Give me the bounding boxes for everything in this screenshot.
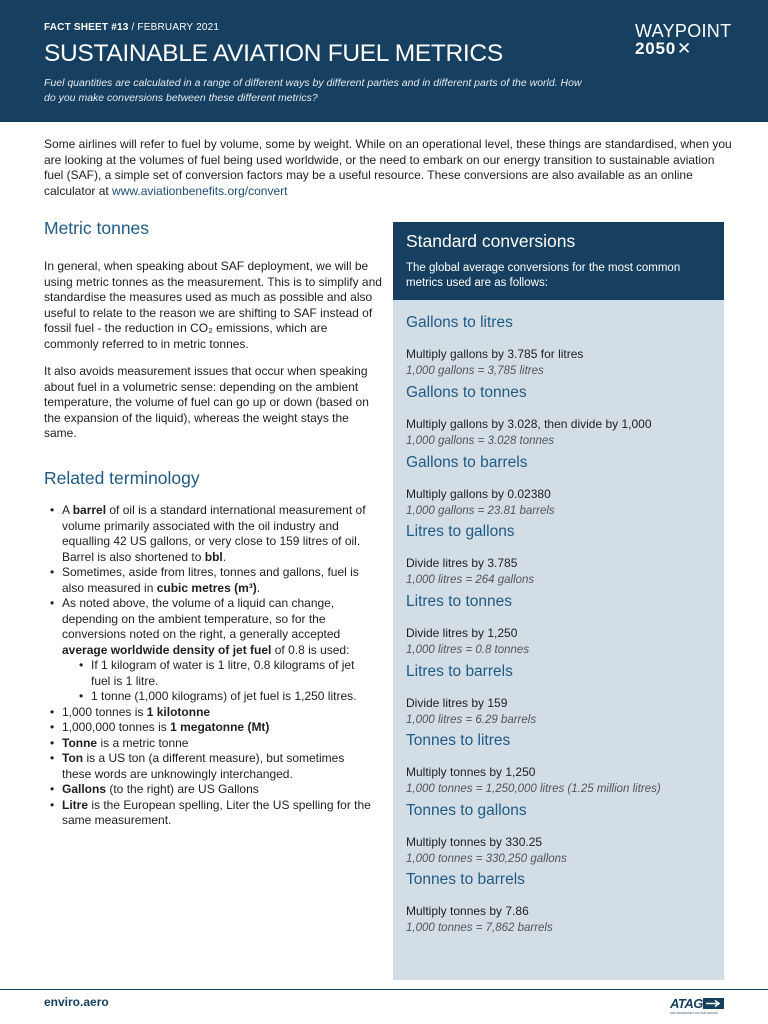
bullet-icon: • — [79, 689, 84, 703]
logo-x-icon: ✕ — [677, 39, 693, 58]
conversion-gallons-tonnes — [406, 384, 716, 449]
logo-year: 2050 — [635, 39, 677, 58]
bullet-icon: • — [50, 797, 55, 812]
conversion-title: Gallons to tonnes — [406, 384, 527, 401]
conversion-formula: Multiply gallons by 0.02380 — [406, 487, 551, 501]
plane-arrow-icon — [703, 998, 724, 1009]
conversion-example: 1,000 litres = 264 gallons — [406, 574, 535, 586]
conversion-example: 1,000 litres = 6.29 barrels — [406, 714, 537, 726]
conversion-title: Tonnes to litres — [406, 732, 511, 749]
terminology-list — [44, 503, 374, 829]
list-item: • 1,000 tonnes is 1 kilotonne — [50, 704, 211, 719]
convert-link[interactable]: www.aviationbenefits.org/convert — [112, 183, 288, 198]
conversion-gallons-litres — [406, 314, 716, 379]
conversion-title: Tonnes to gallons — [406, 802, 527, 819]
conversion-litres-gallons — [406, 523, 716, 588]
conversion-title: Gallons to litres — [406, 314, 513, 331]
related-terminology-heading: Related terminology — [44, 468, 200, 488]
bullet-icon: • — [50, 596, 55, 610]
conversion-example: 1,000 gallons = 3.028 tonnes — [406, 435, 555, 447]
footer-divider — [0, 989, 768, 990]
conversion-title: Litres to tonnes — [406, 593, 512, 610]
density-sublist — [62, 658, 374, 705]
logo-line2 — [635, 40, 731, 58]
waypoint-logo — [635, 22, 731, 58]
conversion-litres-barrels — [406, 663, 716, 728]
conversion-formula: Multiply tonnes by 330.25 — [406, 835, 543, 849]
page-header — [0, 0, 768, 122]
conversion-litres-tonnes — [406, 593, 716, 658]
list-item: • If 1 kilogram of water is 1 litre, 0.8 kilograms of jet fuel is 1 litre. — [79, 658, 355, 688]
bullet-icon: • — [50, 782, 55, 796]
conversion-tonnes-barrels — [406, 871, 716, 936]
conversion-example: 1,000 tonnes = 330,250 gallons — [406, 853, 567, 865]
conversion-example: 1,000 gallons = 23.81 barrels — [406, 505, 555, 517]
list-item: • Gallons (to the right) are US Gallons — [50, 782, 259, 796]
list-item: • Sometimes, aside from litres, tonnes and gallons, fuel is also measured in cubic metres (m³). — [50, 565, 359, 595]
list-item: • 1 tonne (1,000 kilograms) of jet fuel is 1,250 litres. — [79, 689, 357, 703]
conversion-title: Tonnes to barrels — [406, 871, 525, 888]
conversion-example: 1,000 litres = 0.8 tonnes — [406, 644, 530, 656]
page-subtitle: Fuel quantities are calculated in a range of different ways by different parties and in different parts of the world. How do you make conversions between these different metrics? — [44, 77, 582, 104]
conversion-gallons-barrels — [406, 454, 716, 519]
bullet-icon: • — [50, 751, 55, 765]
panel-title: Standard conversions — [406, 231, 576, 251]
conversion-title: Gallons to barrels — [406, 454, 528, 471]
conversion-formula: Multiply gallons by 3.785 for litres — [406, 347, 584, 361]
conversion-title: Litres to gallons — [406, 523, 515, 540]
conversion-example: 1,000 tonnes = 7,862 barrels — [406, 922, 553, 934]
atag-logo-text: ATAG — [670, 996, 703, 1011]
page-title: SUSTAINABLE AVIATION FUEL METRICS — [44, 40, 503, 67]
fact-sheet-date: / FEBRUARY 2021 — [128, 22, 220, 33]
list-item: • Ton is a US ton (a different measure), but sometimes these words are unknowingly interchanged. — [50, 751, 345, 781]
list-item: • A barrel of oil is a standard international measurement of volume primarily associated with the oil industry and equalling 42 US gallons, or very close to 159 litres of oil. Barrel is also shortened to bbl. — [50, 503, 366, 564]
fact-sheet-line — [44, 22, 219, 33]
fact-sheet-label: FACT SHEET #13 — [44, 22, 129, 33]
conversion-tonnes-gallons — [406, 802, 716, 867]
bullet-icon: • — [50, 503, 55, 517]
panel-header — [393, 222, 724, 300]
list-item: • Tonne is a metric tonne — [50, 735, 189, 750]
bullet-icon: • — [50, 735, 55, 750]
conversion-example: 1,000 gallons = 3,785 litres — [406, 365, 544, 377]
standard-conversions-panel — [393, 222, 724, 980]
list-item: • 1,000,000 tonnes is 1 megatonne (Mt) — [50, 720, 270, 734]
list-item: • Litre is the European spelling, Liter the US spelling for the same measurement. — [50, 797, 371, 827]
metric-tonnes-para2: It also avoids measurement issues that occur when speaking about fuel in a volumetric sense: depending on the ambient temperature, the volume of fuel can go up or down (based on the expansion of the liquid), whereas the weight stays the same. — [44, 364, 369, 440]
conversion-formula: Multiply tonnes by 1,250 — [406, 765, 536, 779]
panel-description: The global average conversions for the most common metrics used are as follows: — [406, 262, 681, 289]
footer-site-link[interactable]: enviro.aero — [44, 995, 109, 1009]
bullet-icon: • — [79, 658, 84, 672]
list-item: • As noted above, the volume of a liquid can change, depending on the ambient temperature, so for the conversions noted on the right, a generally accepted average worldwide density of jet fuel of 0.8 is used: • If 1 kilogram of water is 1 litre, 0.8 kilograms of jet fuel is 1 litre. • 1 tonne (1,000 kilograms) of jet fuel is 1,250 litres. — [44, 596, 374, 705]
conversion-title: Litres to barrels — [406, 663, 513, 680]
conversion-formula: Divide litres by 1,250 — [406, 626, 518, 640]
intro-text: Some airlines will refer to fuel by volume, some by weight. While on an operational level, these things are standardised, when you are looking at the volumes of fuel being used worldwide, or the need to embark on our energy transition to sustainable aviation fuel (SAF), a simple set of conversion factors may be a useful resource. These conversions are also available as an online calculator at — [44, 137, 732, 198]
conversion-formula: Multiply gallons by 3.028, then divide by 1,000 — [406, 417, 652, 431]
conversion-formula: Multiply tonnes by 7.86 — [406, 904, 529, 918]
conversion-formula: Divide litres by 159 — [406, 696, 508, 710]
intro-paragraph — [44, 137, 734, 199]
atag-tagline: AIR TRANSPORT ACTION GROUP — [670, 1011, 719, 1015]
bullet-icon: • — [50, 720, 55, 734]
atag-logo — [670, 996, 724, 1015]
logo-line1: WAYPOINT — [635, 21, 732, 41]
metric-tonnes-heading: Metric tonnes — [44, 218, 150, 238]
conversion-formula: Divide litres by 3.785 — [406, 556, 518, 570]
metric-tonnes-para1: In general, when speaking about SAF deployment, we will be using metric tonnes as the measurement. This is to simplify and standardise the measures used as much as possible and also useful to relate to the reason we are shifting to SAF instead of fossil fuel - the reduction in CO₂ emissions, which are commonly referred to in metric tonnes. — [44, 259, 382, 351]
conversion-example: 1,000 tonnes = 1,250,000 litres (1.25 million litres) — [406, 783, 661, 795]
bullet-icon: • — [50, 704, 55, 719]
bullet-icon: • — [50, 565, 55, 579]
conversion-tonnes-litres — [406, 732, 716, 797]
